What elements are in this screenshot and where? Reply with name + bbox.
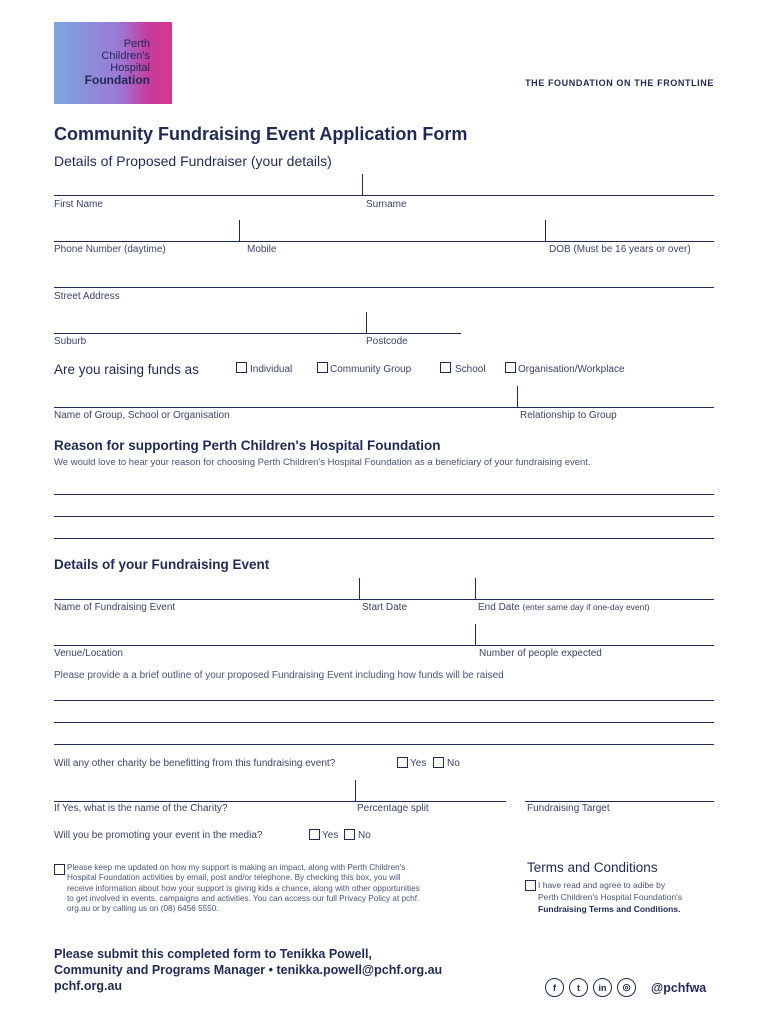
field-divider — [239, 220, 240, 241]
facebook-icon[interactable]: f — [545, 978, 564, 997]
venue-input[interactable] — [54, 645, 714, 646]
relationship-label: Relationship to Group — [520, 410, 617, 421]
submit-instruction — [54, 946, 442, 994]
individual-checkbox[interactable] — [236, 362, 247, 373]
raising-funds-label: Are you raising funds as — [54, 362, 199, 377]
page-title: Community Fundraising Event Application Form — [54, 124, 468, 144]
field-divider — [475, 578, 476, 599]
end-date-note: (enter same day if one-day event) — [522, 602, 650, 612]
first-name-input[interactable] — [54, 195, 714, 196]
outline-line-1[interactable] — [54, 700, 714, 701]
footer-contact[interactable]: Community and Programs Manager • tenikka.powell@pchf.org.au — [54, 963, 443, 977]
charity-name-label: If Yes, what is the name of the Charity? — [54, 803, 228, 814]
outline-line-3[interactable] — [54, 744, 714, 745]
fundraising-target-input[interactable] — [525, 801, 714, 802]
charity-no-checkbox[interactable] — [433, 757, 444, 768]
dob-label: DOB (Must be 16 years or over) — [549, 244, 691, 255]
logo-text: Children's — [101, 50, 150, 62]
community-group-checkbox[interactable] — [317, 362, 328, 373]
postcode-label: Postcode — [366, 336, 408, 347]
media-question: Will you be promoting your event in the media? — [54, 830, 263, 841]
media-yes-label: Yes — [322, 830, 339, 841]
school-label: School — [455, 364, 486, 375]
reason-line-1[interactable] — [54, 494, 714, 495]
terms-heading: Terms and Conditions — [527, 860, 658, 875]
reason-subtext: We would love to hear your reason for choosing Perth Children's Hospital Foundation as a beneficiary of your fundraising event. — [54, 457, 591, 468]
terms-line: Perth Children's Hospital Foundation's — [538, 892, 683, 902]
outline-line-2[interactable] — [54, 722, 714, 723]
charity-yes-checkbox[interactable] — [397, 757, 408, 768]
charity-name-input[interactable] — [54, 801, 506, 802]
linkedin-icon[interactable]: in — [593, 978, 612, 997]
outline-prompt: Please provide a a brief outline of your proposed Fundraising Event including how funds will be raised — [54, 670, 504, 681]
consent-line: to get involved in events, campaigns and activities. You can access our full Privacy Policy at pchf. — [67, 893, 420, 903]
consent-line: org.au or by calling us on (08) 6456 5550. — [67, 904, 219, 914]
first-name-label: First Name — [54, 199, 103, 210]
other-charity-question: Will any other charity be benefitting from this fundraising event? — [54, 758, 336, 769]
media-yes-checkbox[interactable] — [309, 829, 320, 840]
suburb-input[interactable] — [54, 333, 461, 334]
terms-link[interactable]: Fundraising Terms and Conditions. — [538, 904, 681, 914]
consent-text — [67, 863, 512, 914]
school-checkbox[interactable] — [440, 362, 451, 373]
community-group-label: Community Group — [330, 364, 412, 375]
event-name-input[interactable] — [54, 599, 714, 600]
end-date-text: End Date — [478, 602, 520, 613]
group-name-input[interactable] — [54, 407, 714, 408]
charity-yes-label: Yes — [410, 758, 427, 769]
social-handle: @pchfwa — [651, 981, 707, 995]
consent-checkbox[interactable] — [54, 864, 65, 875]
terms-text — [538, 879, 718, 915]
street-address-label: Street Address — [54, 291, 120, 302]
percentage-split-label: Percentage split — [357, 803, 429, 814]
reason-line-2[interactable] — [54, 516, 714, 517]
field-divider — [362, 174, 363, 195]
logo-text: Perth — [123, 38, 150, 50]
field-divider — [475, 624, 476, 645]
organisation-label: Organisation/Workplace — [518, 364, 625, 375]
event-heading: Details of your Fundraising Event — [54, 557, 270, 572]
terms-checkbox[interactable] — [525, 880, 536, 891]
section-heading-details: Details of Proposed Fundraiser (your details) — [54, 153, 332, 169]
logo-text: Hospital — [110, 62, 150, 74]
surname-label: Surname — [366, 199, 407, 210]
website-link[interactable]: pchf.org.au — [54, 979, 123, 993]
reason-heading: Reason for supporting Perth Children's Hospital Foundation — [54, 438, 441, 453]
media-no-label: No — [358, 830, 371, 841]
field-divider — [355, 780, 356, 801]
venue-label: Venue/Location — [54, 648, 123, 659]
twitter-icon[interactable]: t — [569, 978, 588, 997]
field-divider — [545, 220, 546, 241]
terms-line: I have read and agree to adibe by — [538, 880, 666, 890]
field-divider — [359, 578, 360, 599]
field-divider — [517, 386, 518, 407]
fundraising-target-label: Fundraising Target — [527, 803, 610, 814]
consent-line: Please keep me updated on how my support is making an impact, along with Perth Children's — [67, 863, 406, 872]
street-address-input[interactable] — [54, 287, 714, 288]
phone-input[interactable] — [54, 241, 714, 242]
tagline: THE FOUNDATION ON THE FRONTLINE — [525, 78, 714, 88]
foundation-logo — [54, 22, 172, 104]
event-name-label: Name of Fundraising Event — [54, 602, 176, 613]
consent-line: receive information about how your support is giving kids a chance, along with other opportunities — [67, 883, 420, 893]
field-divider — [366, 312, 367, 333]
media-no-checkbox[interactable] — [344, 829, 355, 840]
consent-line: Hospital Foundation activities by email, post and/or telephone. By checking this box, you will — [67, 873, 401, 883]
reason-line-3[interactable] — [54, 538, 714, 539]
start-date-label: Start Date — [362, 602, 408, 613]
individual-label: Individual — [250, 364, 293, 375]
end-date-label — [478, 602, 650, 613]
people-expected-label: Number of people expected — [479, 648, 602, 659]
phone-label: Phone Number (daytime) — [54, 244, 166, 255]
logo-text: Foundation — [84, 73, 150, 87]
footer-line: Please submit this completed form to Tenikka Powell, — [54, 947, 372, 961]
mobile-label: Mobile — [247, 244, 277, 255]
charity-no-label: No — [447, 758, 460, 769]
instagram-icon[interactable]: ◎ — [617, 978, 636, 997]
suburb-label: Suburb — [54, 336, 87, 347]
organisation-checkbox[interactable] — [505, 362, 516, 373]
group-name-label: Name of Group, School or Organisation — [54, 410, 230, 421]
